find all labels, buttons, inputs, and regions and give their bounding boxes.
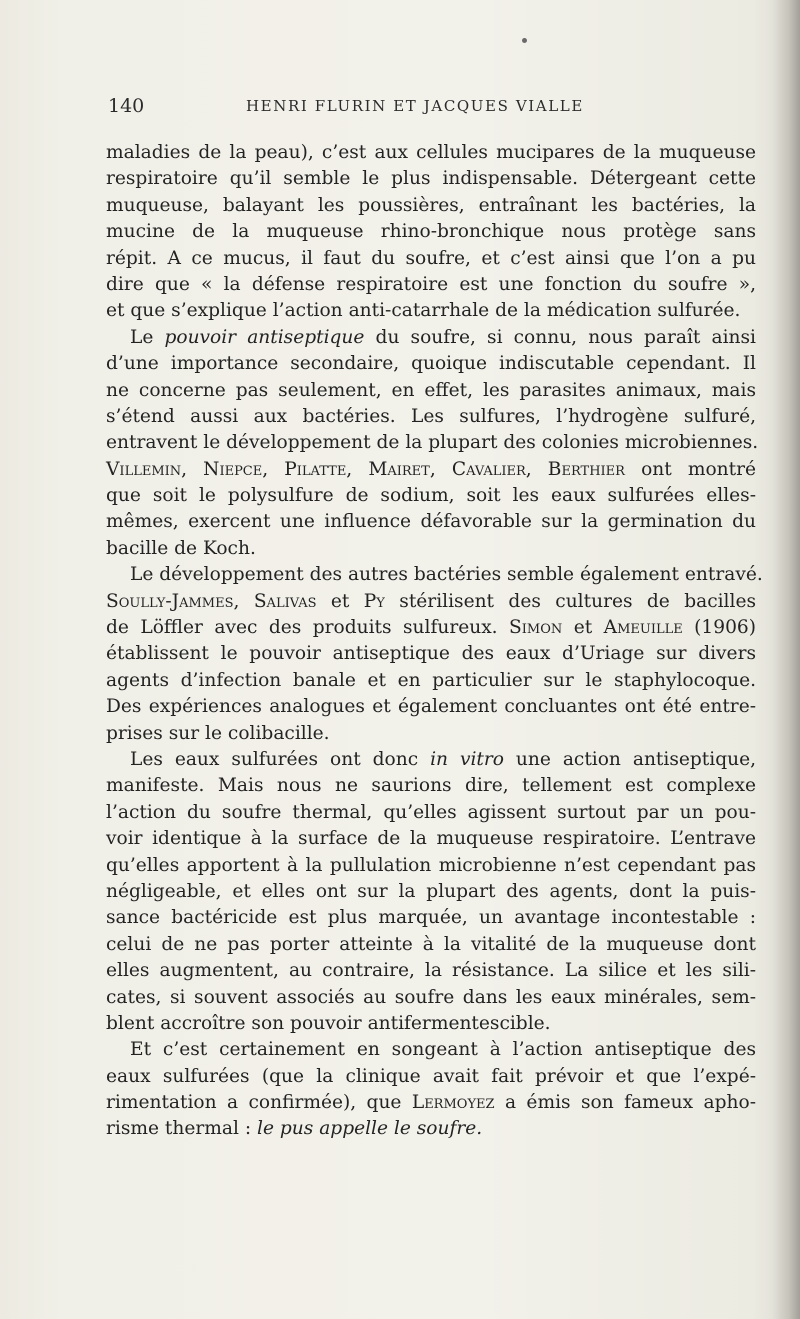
text-segment: elles augmentent, au contraire, la résistance. La silice et les sili- [106, 960, 756, 982]
text-segment: Le [130, 326, 165, 348]
text-segment: Les eaux sulfurées ont donc [130, 748, 431, 770]
text-segment: et [562, 617, 604, 639]
text-segment: eaux sulfurées (que la clinique avait fait prévoir et que l’expé- [106, 1065, 756, 1087]
text-line [106, 1037, 756, 1063]
text-segment: mêmes, exercent une influence défavorable sur la germination du [106, 511, 756, 533]
text-line [106, 826, 756, 852]
text-segment: et que s’explique l’action anti-catarrhale de la médication sulfurée. [106, 300, 741, 322]
text-line [106, 958, 756, 984]
text-segment: bacille de Koch. [106, 537, 256, 559]
text-segment: mucine de la muqueuse rhino-bronchique nous protège sans [106, 221, 756, 243]
text-segment: prises sur le colibacille. [106, 722, 330, 744]
text-line [106, 932, 756, 958]
text-segment: Et c’est certainement en songeant à l’action antiseptique des [130, 1039, 756, 1061]
text-segment: du soufre, si connu, nous paraît ainsi [364, 326, 756, 348]
text-segment: Des expériences analogues et également concluantes ont été entre- [106, 696, 756, 718]
text-segment: répit. A ce mucus, il faut du soufre, et c’est ainsi que l’on a pu [106, 247, 756, 269]
text-segment: entravent le développement de la plupart des colonies microbiennes. [106, 432, 759, 454]
text-line [106, 773, 756, 799]
text-segment: sance bactéricide est plus marquée, un avantage incontestable : [106, 907, 756, 929]
text-line [106, 1116, 756, 1142]
text-segment: ont montré [624, 458, 756, 480]
running-head: HENRI FLURIN ET JACQUES VIALLE [246, 97, 584, 115]
text-segment: Le développement des autres bactéries semble également entravé. [130, 564, 763, 586]
text-line [106, 298, 756, 324]
text-line [106, 694, 756, 720]
author-name: Py [363, 590, 385, 612]
text-line [106, 985, 756, 1011]
text-segment: maladies de la peau), c’est aux cellules mucipares de la muqueuse [106, 142, 756, 163]
text-line [106, 166, 756, 192]
text-line [106, 853, 756, 879]
text-line [106, 351, 756, 377]
text-segment: l’action du soufre thermal, qu’elles agissent surtout par un pou- [106, 801, 756, 823]
text-line [106, 457, 756, 483]
text-segment: rimentation a confirmée), que [106, 1092, 412, 1114]
text-segment: manifeste. Mais nous ne saurions dire, tellement est complexe [106, 775, 756, 797]
text-line [106, 246, 756, 272]
text-line [106, 1011, 756, 1037]
text-segment: cates, si souvent associés au soufre dans les eaux minérales, sem- [106, 986, 756, 1008]
text-line [106, 1064, 756, 1090]
text-line [106, 668, 756, 694]
author-name: Ameuille [603, 617, 683, 639]
text-line [106, 721, 756, 747]
italic-text: le pus appelle le soufre. [257, 1118, 483, 1140]
text-line [106, 272, 756, 298]
text-segment: respiratoire qu’il semble le plus indispensable. Détergeant cette [106, 168, 756, 190]
page-edge-shadow [772, 0, 800, 1319]
author-name: Simon [509, 617, 563, 639]
text-segment: stérilisent des cultures de bacilles [384, 590, 756, 612]
text-line [106, 905, 756, 931]
text-line [106, 641, 756, 667]
text-segment: celui de ne pas porter atteinte à la vitalité de la muqueuse dont [106, 933, 756, 955]
text-line [106, 800, 756, 826]
text-line [106, 879, 756, 905]
text-line [106, 536, 756, 562]
text-segment: négligeable, et elles ont sur la plupart des agents, dont la puis- [106, 880, 756, 902]
text-segment: muqueuse, balayant les poussières, entraînant les bactéries, la [106, 194, 756, 216]
text-line [106, 615, 756, 641]
ink-speck [522, 38, 527, 43]
text-segment: voir identique à la surface de la muqueuse respiratoire. L’entrave [106, 828, 756, 850]
text-segment: s’étend aussi aux bactéries. Les sulfures, l’hydrogène sulfuré, [106, 405, 756, 427]
text-line [106, 193, 756, 219]
page-number: 140 [108, 95, 145, 117]
text-segment: (1906) [682, 617, 756, 639]
text-line [106, 562, 763, 588]
text-segment: établissent le pouvoir antiseptique des eaux d’Uriage sur divers [106, 643, 756, 665]
text-segment: agents d’infection banale et en particulier sur le staphylocoque. [106, 669, 756, 691]
page-header [106, 95, 756, 121]
text-segment: ne concerne pas seulement, en effet, les parasites animaux, mais [106, 379, 756, 401]
text-line [106, 219, 756, 245]
text-segment: et [316, 590, 364, 612]
text-line [106, 404, 756, 430]
text-segment: blent accroître son pouvoir antifermentescible. [106, 1012, 551, 1034]
text-line [106, 747, 756, 773]
text-line [106, 1090, 756, 1116]
text-segment: risme thermal : [106, 1118, 258, 1140]
text-line [106, 140, 756, 166]
text-segment: de Löffler avec des produits sulfureux. [106, 617, 510, 639]
text-line [106, 509, 756, 535]
author-name: Lermoyez [411, 1092, 495, 1114]
italic-text: pouvoir antiseptique [164, 326, 365, 348]
text-segment: a émis son fameux apho- [494, 1092, 756, 1114]
text-line [106, 430, 759, 456]
text-segment: d’une importance secondaire, quoique indiscutable cependant. Il [106, 353, 756, 375]
body-text [106, 140, 763, 1143]
text-line [106, 483, 756, 509]
text-segment: une action antiseptique, [503, 748, 756, 770]
text-segment: dire que « la défense respiratoire est une fonction du soufre », [106, 273, 756, 295]
text-line [106, 325, 756, 351]
author-name: Villemin, Niepce, Pilatte, Mairet, Cavalier, Berthier [106, 458, 625, 480]
text-line [106, 378, 756, 404]
author-name: Soully-Jammes, Salivas [106, 590, 317, 612]
text-line [106, 589, 756, 615]
text-segment: qu’elles apportent à la pullulation microbienne n’est cependant pas [106, 854, 756, 876]
text-segment: que soit le polysulfure de sodium, soit les eaux sulfurées elles- [106, 485, 756, 507]
italic-text: in vitro [430, 748, 504, 770]
